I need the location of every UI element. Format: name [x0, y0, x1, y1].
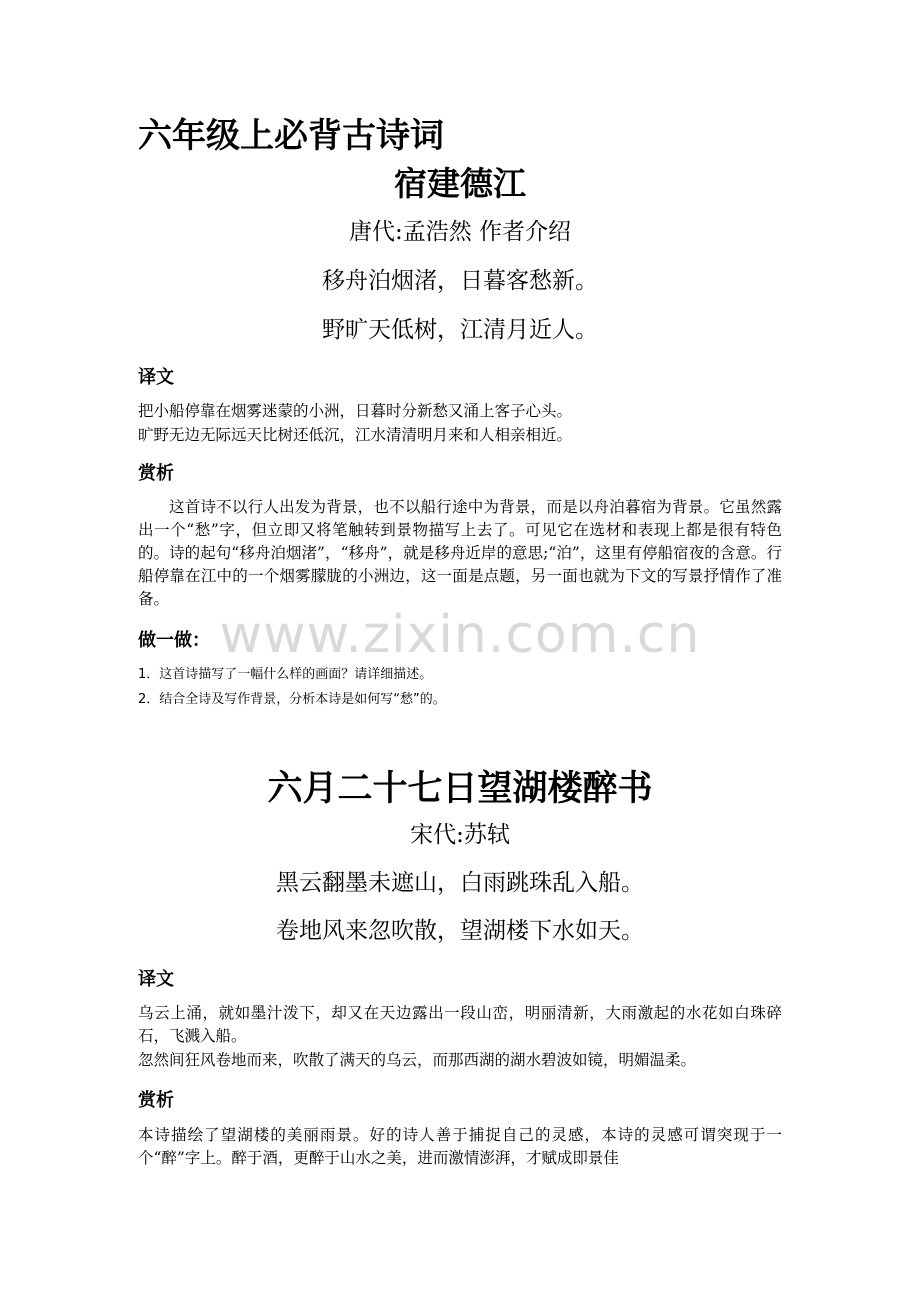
poem1-translation-line-2: 旷野无边无际远天比树还低沉，江水清清明月来和人相亲相近。: [138, 426, 573, 444]
poem1-question-1: 1．这首诗描写了一幅什么样的画面？请详细描述。: [138, 667, 433, 682]
poem1-analysis: 这首诗不以行人出发为背景，也不以船行途中为背景，而是以舟泊暮宿为背景。它虽然露出一个“愁”字，但立即又将笔触转到景物描写上去了。可见它在选材和表现上都是很有特色的。诗的起句“移舟泊烟渚”，“移舟”，就是移舟近岸的意思;“泊”，这里有停船宿夜的含意。行船停靠在江中的一个烟雾朦胧的小洲边，这一面是点题，另一面也就为下文的写景抒情作了准备。: [138, 498, 782, 608]
poem2-translation-line-1: 乌云上涌，就如墨汁泼下，却又在天边露出一段山峦，明丽清新，大雨激起的水花如白珠碎石，飞溅入船。: [138, 1004, 782, 1045]
poem2-line-1: 黑云翻墨未遮山，白雨跳珠乱入船。: [276, 870, 644, 896]
poem1-line-1: 移舟泊烟渚，日暮客愁新。: [322, 268, 598, 294]
document-title: 六年级上必背古诗词: [138, 116, 444, 156]
poem1-exercise-heading: 做一做：: [138, 630, 210, 651]
poem2-line-2: 卷地风来忽吹散，望湖楼下水如天。: [276, 918, 644, 944]
poem1-author: 唐代:孟浩然 作者介绍: [348, 219, 572, 245]
poem1-analysis-heading: 赏析: [138, 463, 174, 484]
poem1-question-2: 2．结合全诗及写作背景，分析本诗是如何写“愁”的。: [138, 692, 446, 707]
poem2-author: 宋代:苏轼: [410, 822, 510, 848]
watermark: www.zixin.com.cn: [219, 605, 701, 665]
poem1-translation-heading: 译文: [138, 367, 174, 388]
poem2-title: 六月二十七日望湖楼醉书: [267, 769, 653, 809]
poem1-line-2: 野旷天低树，江清月近人。: [322, 317, 598, 343]
poem2-translation-heading: 译文: [138, 969, 174, 990]
poem2-analysis-heading: 赏析: [138, 1090, 174, 1111]
poem2-translation-line-2: 忽然间狂风卷地而来，吹散了满天的乌云，而那西湖的湖水碧波如镜，明媚温柔。: [138, 1051, 697, 1069]
poem1-title: 宿建德江: [394, 164, 526, 203]
poem2-analysis: 本诗描绘了望湖楼的美丽雨景。好的诗人善于捕捉自己的灵感，本诗的灵感可谓突现于一个“醉”字上。醉于酒，更醉于山水之美，进而激情澎湃，才赋成即景佳: [138, 1126, 782, 1167]
poem1-translation-line-1: 把小船停靠在烟雾迷蒙的小洲，日暮时分新愁又涌上客子心头。: [138, 402, 573, 420]
